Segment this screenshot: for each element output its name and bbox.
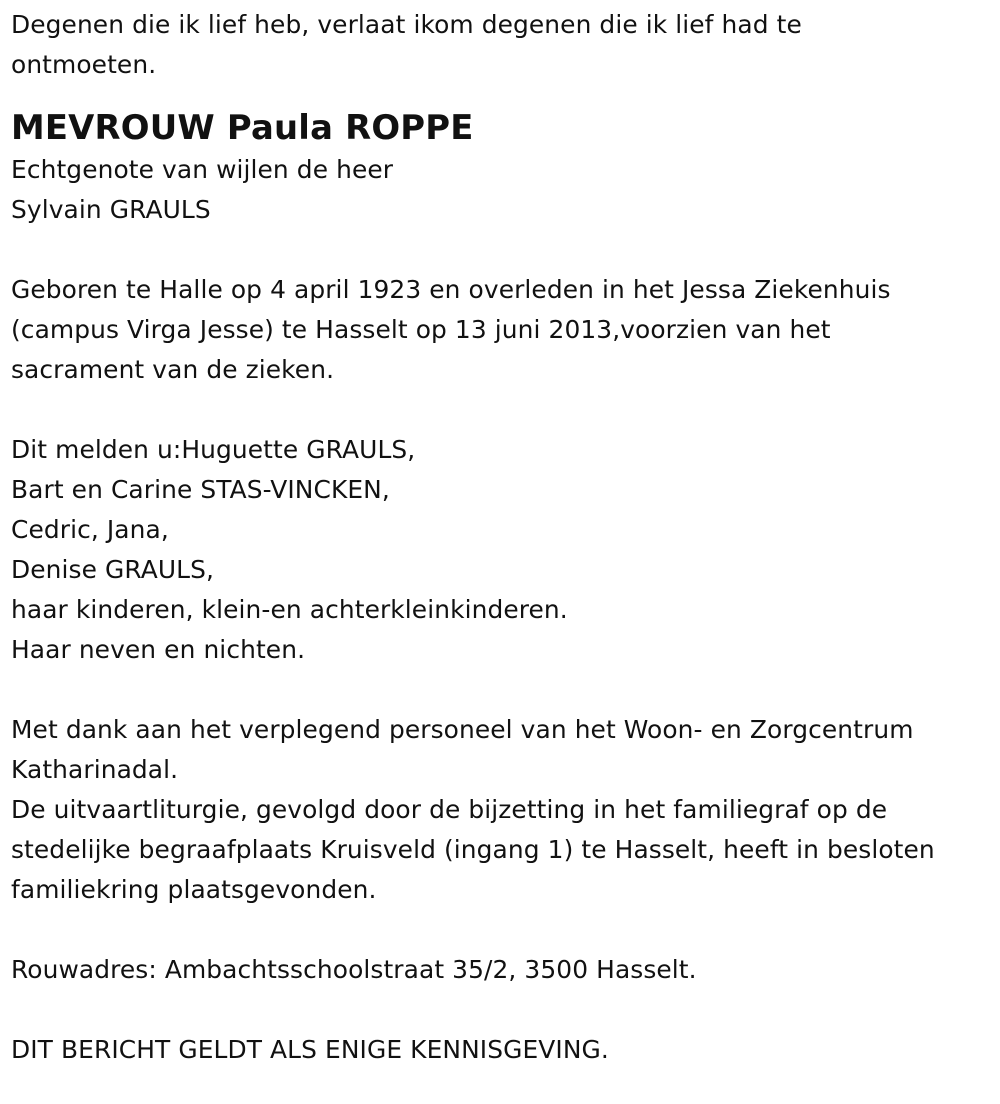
announcer-line-1: Dit melden u:Huguette GRAULS, bbox=[11, 435, 416, 464]
spacer bbox=[11, 390, 996, 430]
spacer bbox=[11, 230, 996, 270]
notice-line: DIT BERICHT GELDT ALS ENIGE KENNISGEVING. bbox=[11, 1035, 609, 1064]
funeral-line-1: De uitvaartliturgie, gevolgd door de bijzetting in het familiegraf op de bbox=[11, 795, 888, 824]
announcer-line-4: Denise GRAULS, bbox=[11, 555, 215, 584]
spacer bbox=[11, 670, 996, 710]
birth-death-line-1: Geboren te Halle op 4 april 1923 en overleden in het Jessa Ziekenhuis bbox=[11, 275, 891, 304]
birth-death-line-3: sacrament van de zieken. bbox=[11, 355, 335, 384]
motto-line-1: Degenen die ik lief heb, verlaat ikom degenen die ik lief had te bbox=[11, 10, 802, 39]
spouse-line-1: Echtgenote van wijlen de heer bbox=[11, 155, 394, 184]
thanks-line-2: Katharinadal. bbox=[11, 755, 179, 784]
motto-line-2: ontmoeten. bbox=[11, 50, 157, 79]
spouse-line-2: Sylvain GRAULS bbox=[11, 195, 211, 224]
funeral-line-3: familiekring plaatsgevonden. bbox=[11, 875, 377, 904]
birth-death-line-2: (campus Virga Jesse) te Hasselt op 13 juni 2013,voorzien van het bbox=[11, 315, 831, 344]
spacer bbox=[11, 990, 996, 1030]
announcer-line-5: haar kinderen, klein-en achterkleinkinderen. bbox=[11, 595, 568, 624]
spacer bbox=[11, 910, 996, 950]
deceased-name: MEVROUW Paula ROPPE bbox=[11, 108, 474, 148]
mourning-address: Rouwadres: Ambachtsschoolstraat 35/2, 3500 Hasselt. bbox=[11, 955, 697, 984]
announcer-line-6: Haar neven en nichten. bbox=[11, 635, 306, 664]
obituary-notice bbox=[11, 0, 996, 1070]
funeral-line-2: stedelijke begraafplaats Kruisveld (ingang 1) te Hasselt, heeft in besloten bbox=[11, 835, 935, 864]
thanks-line-1: Met dank aan het verplegend personeel van het Woon- en Zorgcentrum bbox=[11, 715, 914, 744]
announcer-line-3: Cedric, Jana, bbox=[11, 515, 169, 544]
announcer-line-2: Bart en Carine STAS-VINCKEN, bbox=[11, 475, 390, 504]
